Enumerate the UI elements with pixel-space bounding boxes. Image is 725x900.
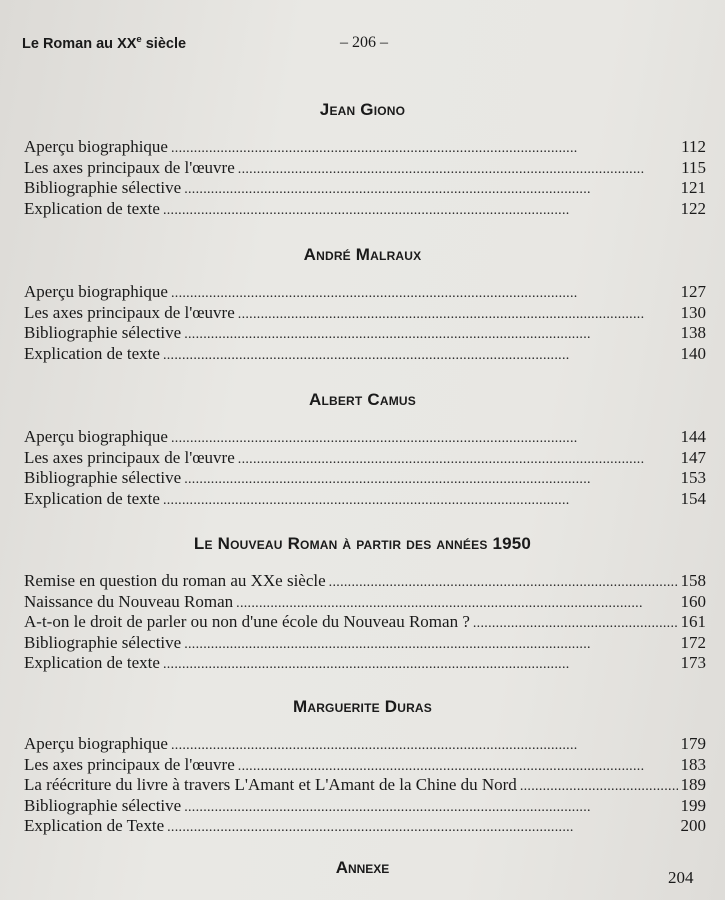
toc-section-giono — [0, 97, 725, 219]
toc-entry-label: Les axes principaux de l'œuvre — [24, 157, 235, 177]
toc-entry — [24, 137, 706, 158]
toc-entry — [24, 323, 706, 344]
dot-leader — [171, 429, 678, 450]
dot-leader — [238, 757, 678, 778]
dot-leader — [163, 201, 678, 222]
toc-entry-label: Aperçu biographique — [24, 282, 168, 301]
dot-leader — [238, 305, 678, 326]
toc-entry-page: 140 — [680, 343, 706, 363]
dot-leader — [167, 818, 677, 839]
toc-entry — [24, 653, 706, 674]
toc-entry — [24, 592, 706, 613]
toc-entry — [24, 448, 706, 469]
dot-leader — [184, 798, 677, 819]
annexe-page: 204 — [668, 868, 694, 887]
toc-entry — [24, 468, 706, 489]
dot-leader — [329, 573, 678, 594]
toc-entry — [24, 199, 706, 220]
toc-entry-page: 183 — [680, 754, 706, 774]
dot-leader — [171, 284, 678, 305]
toc-entry-label: Les axes principaux de l'œuvre — [24, 302, 235, 322]
toc-entry-page: 144 — [680, 427, 706, 446]
toc-entry-page: 199 — [680, 795, 706, 815]
toc-entry — [24, 178, 706, 199]
toc-entry-label: A-t-on le droit de parler ou non d'une école du Nouveau Roman ? — [24, 612, 470, 631]
dot-leader — [163, 655, 678, 676]
toc-entry-page: 147 — [680, 447, 706, 467]
toc-entry-page: 121 — [680, 178, 706, 197]
toc-entry-label: Explication de texte — [24, 343, 160, 363]
toc-entry-label: Aperçu biographique — [24, 734, 168, 753]
toc-entry-label: Les axes principaux de l'œuvre — [24, 754, 235, 774]
toc-entry — [24, 571, 706, 592]
toc-section-duras — [0, 694, 725, 837]
toc-entry-page: 154 — [680, 488, 706, 508]
section-title: Albert Camus — [308, 390, 416, 409]
toc-entry — [24, 612, 706, 633]
toc-entry-page: 115 — [681, 157, 706, 177]
toc-entry-page: 153 — [680, 468, 706, 487]
toc-entry — [24, 158, 706, 179]
toc-section-camus — [0, 387, 725, 509]
toc-entry-label: Remise en question du roman au XXe siècle — [24, 571, 326, 590]
toc-entry-label: Aperçu biographique — [24, 427, 168, 446]
running-title: Le Roman au XXe siècle — [22, 34, 187, 52]
dot-leader — [238, 450, 678, 471]
dot-leader — [171, 139, 678, 160]
toc-entry-page: 172 — [680, 632, 706, 652]
toc-entry-page: 112 — [681, 137, 706, 156]
toc-entry-label: Bibliographie sélective — [24, 178, 182, 197]
toc-entry — [24, 816, 706, 837]
dot-leader — [163, 346, 678, 367]
dot-leader — [473, 614, 678, 635]
dot-leader — [184, 635, 677, 656]
toc-entry-label: Naissance du Nouveau Roman — [24, 591, 234, 611]
section-title: André Malraux — [303, 245, 422, 264]
dot-leader — [171, 736, 678, 757]
toc-entry-page: 160 — [680, 591, 706, 611]
toc-entry-label: La réécriture du livre à travers L'Amant et L'Amant de la Chine du Nord — [24, 775, 517, 794]
toc-entry — [24, 796, 706, 817]
toc-entry — [24, 282, 706, 303]
toc-entry-page: 189 — [680, 775, 706, 794]
dot-leader — [238, 160, 678, 181]
dot-leader — [184, 470, 677, 491]
dot-leader — [236, 594, 677, 615]
toc-entry-label: Explication de texte — [24, 198, 160, 218]
toc-entry — [24, 775, 706, 796]
toc-entry — [24, 633, 706, 654]
dot-leader — [163, 491, 678, 512]
toc-section-malraux — [0, 242, 725, 364]
dot-leader — [184, 180, 677, 201]
dot-leader — [520, 777, 678, 798]
toc-entry-page: 179 — [680, 734, 706, 753]
toc-entry — [24, 427, 706, 448]
toc-entry-label: Bibliographie sélective — [24, 795, 182, 815]
annexe-title: Annexe — [335, 858, 390, 877]
toc-section-nouveau-roman — [0, 531, 725, 674]
toc-entry-page: 158 — [680, 571, 706, 590]
toc-entry-page: 200 — [680, 816, 706, 835]
toc-entry-label: Bibliographie sélective — [24, 632, 182, 652]
section-title: Le Nouveau Roman à partir des années 1950 — [193, 534, 532, 553]
toc-entry-page: 130 — [680, 302, 706, 322]
toc-entry — [24, 489, 706, 510]
toc-entry-label: Les axes principaux de l'œuvre — [24, 447, 235, 467]
toc-entry — [24, 303, 706, 324]
toc-entry-page: 161 — [680, 612, 706, 631]
toc-entry-page: 173 — [680, 653, 706, 672]
toc-entry-label: Bibliographie sélective — [24, 323, 182, 342]
dot-leader — [184, 325, 677, 346]
toc-entry-label: Bibliographie sélective — [24, 468, 182, 487]
toc-entry-page: 138 — [680, 323, 706, 342]
toc-entry-label: Explication de Texte — [24, 816, 165, 835]
toc-entry-label: Explication de texte — [24, 653, 160, 672]
toc-entry-page: 122 — [680, 198, 706, 218]
toc-entry-page: 127 — [680, 282, 706, 301]
toc-entry — [24, 755, 706, 776]
toc-entry — [24, 344, 706, 365]
toc-entry-label: Aperçu biographique — [24, 137, 168, 156]
toc-entry-label: Explication de texte — [24, 488, 160, 508]
toc-entry — [24, 734, 706, 755]
section-title: Jean Giono — [319, 100, 406, 119]
page-number: – 206 – — [340, 34, 388, 51]
section-title: Marguerite Duras — [292, 697, 433, 716]
